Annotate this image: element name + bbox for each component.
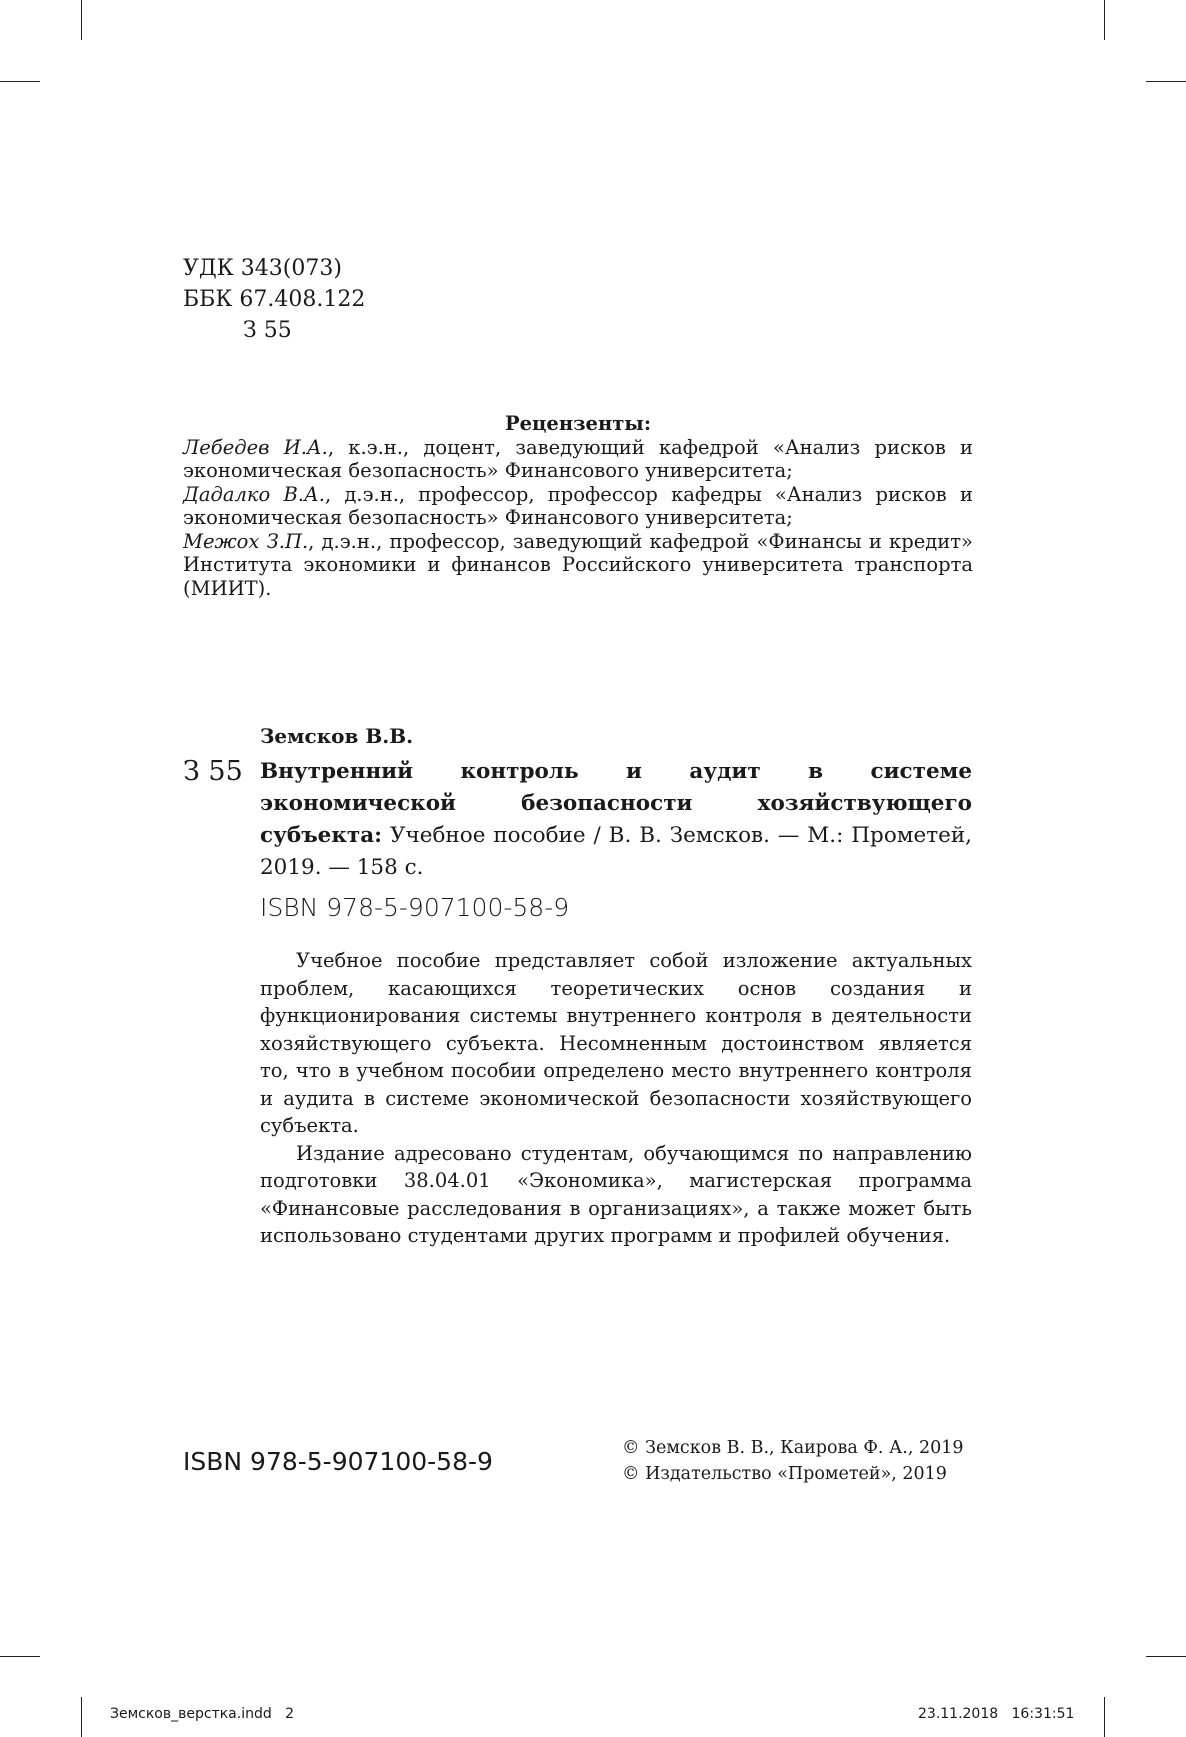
reviewer-name: Лебедев И.А. [183, 435, 328, 459]
crop-mark [81, 1697, 82, 1737]
reviewer-entry [183, 530, 973, 601]
reviewer-credentials: , д.э.н., профессор, заведующий кафедрой «Финансы и кредит» Института экономики и финансов Российского университета транспорта (МИИТ). [183, 529, 973, 600]
book-details: Учебное пособие / В. В. Земсков. — М.: Прометей, 2019. — 158 с. [260, 823, 972, 880]
crop-mark [1104, 0, 1105, 40]
crop-mark [0, 1656, 40, 1657]
isbn-footer: ISBN 978-5-907100-58-9 [183, 1447, 493, 1476]
reviewer-credentials: , к.э.н., доцент, заведующий кафедрой «Анализ рисков и экономическая безопасность» Финансового университета; [183, 435, 973, 482]
copyright-block [622, 1435, 964, 1487]
biblio-description [260, 756, 972, 884]
annotation [260, 947, 972, 1250]
crop-mark [1104, 1697, 1105, 1737]
biblio-author: Земсков В.В. [260, 724, 414, 748]
reviewer-entry [183, 436, 973, 483]
slug-filename: Земсков_верстка.indd 2 [110, 1706, 295, 1722]
reviewer-name: Дадалко В.А. [183, 482, 325, 506]
annotation-paragraph: Издание адресовано студентам, обучающимся по направлению подготовки 38.04.01 «Экономика», магистерская программа «Финансовые расследования в организациях», а также может быть использовано студентами других программ и профилей обучения. [260, 1141, 972, 1247]
reviewer-name: Межох З.П. [183, 529, 309, 553]
copyright-line: © Земсков В. В., Каирова Ф. А., 2019 [622, 1438, 964, 1458]
crop-mark [81, 0, 82, 40]
biblio-classmark: З 55 [183, 756, 243, 787]
crop-mark [1146, 1656, 1186, 1657]
reviewer-entry [183, 483, 973, 530]
copyright-line: © Издательство «Прометей», 2019 [622, 1464, 947, 1484]
annotation-paragraph: Учебное пособие представляет собой изложение актуальных проблем, касающихся теоретических основ создания и функционирования системы внутреннего контроля в деятельности хозяйствующего субъекта. Несомненным достоинством является то, что в учебном пособии определено место внутреннего контроля и аудита в системе экономической безопасности хозяйствующего субъекта. [260, 949, 972, 1137]
reviewers-block [183, 412, 973, 600]
bbk-code: ББК 67.408.122 [183, 287, 366, 312]
reviewers-heading: Рецензенты: [504, 412, 652, 435]
crop-mark [0, 81, 40, 82]
slug-datetime: 23.11.2018 16:31:51 [918, 1706, 1075, 1722]
catalog-codes [183, 253, 365, 346]
book-title: Внутренний контроль и аудит в системе экономической безопасности хозяйствующего субъекта: [260, 759, 972, 848]
udk-code: УДК 343(073) [183, 256, 342, 281]
author-mark: З 55 [243, 318, 292, 343]
reviewer-credentials: , д.э.н., профессор, профессор кафедры «Анализ рисков и экономическая безопасность» Финансового университета; [183, 482, 973, 529]
crop-mark [1146, 81, 1186, 82]
isbn-record: ISBN 978-5-907100-58-9 [260, 893, 570, 922]
